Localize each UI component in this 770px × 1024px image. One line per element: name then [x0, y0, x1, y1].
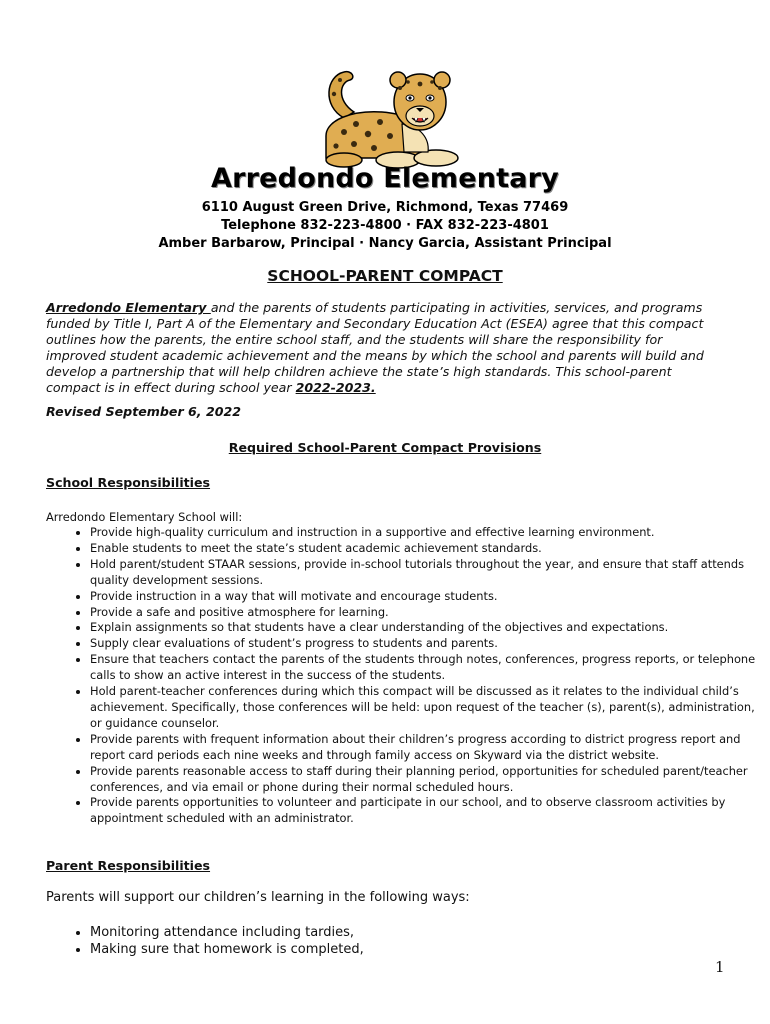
school-phone-fax: Telephone 832-223-4800 · FAX 832-223-4801 — [221, 218, 549, 233]
parent-support-intro: Parents will support our children’s learning in the following ways: — [46, 890, 470, 905]
list-item: • Enable students to meet the state’s student academic achievement standards. — [90, 541, 770, 557]
school-name: Arredondo Elementary — [211, 163, 559, 194]
list-item: • Ensure that teachers contact the parents of the students through notes, conferences, progress reports, or telephone calls to show an active interest in the success of the students. — [90, 652, 770, 684]
intro-body: and the parents of students participating in activities, services, and programs funded by Title I, Part A of the Elementary and Secondary Education Act (ESEA) agree that this compact outlines how the parents, the entire school staff, and the students will share the responsibility for improved student academic achievement and the means by which the school and parents will build and develop a partnership that will help children achieve the state’s high standards. This school-parent compact is in effect during school year — [46, 300, 704, 396]
school-responsibilities-heading: School Responsibilities — [46, 475, 211, 490]
parent-responsibilities-heading: Parent Responsibilities — [46, 858, 211, 873]
page-number: 1 — [715, 958, 725, 976]
intro-school-year: 2022-2023. — [295, 380, 376, 396]
intro-paragraph — [46, 300, 726, 397]
list-item: • Supply clear evaluations of student’s progress to students and parents. — [90, 636, 770, 652]
list-item: • Provide high-quality curriculum and instruction in a supportive and effective learning environment. — [90, 525, 770, 541]
school-will-intro: Arredondo Elementary School will: — [46, 510, 243, 524]
list-item: • Hold parent-teacher conferences during which this compact will be discussed as it relates to the individual child’s achievement. Specifically, those conferences will be held: upon request of the teacher (s), parent(s), administration, or guidance counselor. — [90, 684, 770, 732]
revised-date: Revised September 6, 2022 — [46, 404, 242, 419]
jaguar-mascot-logo — [304, 66, 462, 170]
page-title: SCHOOL-PARENT COMPACT — [267, 267, 503, 285]
provisions-heading: Required School-Parent Compact Provisions — [228, 440, 542, 455]
list-item: • Provide parents with frequent information about their children’s progress according to district progress report and report card periods each nine weeks and through family access on Skyward via the district website. — [90, 732, 770, 764]
list-item: • Provide instruction in a way that will motivate and encourage students. — [90, 589, 770, 605]
parent-responsibilities-list — [46, 924, 770, 958]
list-item: • Provide parents reasonable access to staff during their planning period, opportunities for scheduled parent/teacher conferences, and via email or phone during their normal scheduled hours. — [90, 764, 770, 796]
intro-school-name: Arredondo Elementary — [46, 300, 211, 315]
list-item: • Explain assignments so that students have a clear understanding of the objectives and expectations. — [90, 620, 770, 636]
school-principals: Amber Barbarow, Principal · Nancy Garcia, Assistant Principal — [158, 236, 612, 251]
school-responsibilities-list — [46, 525, 770, 827]
school-address: 6110 August Green Drive, Richmond, Texas 77469 — [201, 200, 569, 215]
list-item: • Making sure that homework is completed, — [90, 941, 770, 958]
list-item: • Provide parents opportunities to volunteer and participate in our school, and to observe classroom activities by appointment scheduled with an administrator. — [90, 795, 770, 827]
list-item: • Provide a safe and positive atmosphere for learning. — [90, 605, 770, 621]
list-item: • Hold parent/student STAAR sessions, provide in-school tutorials throughout the year, and ensure that staff attends quality development sessions. — [90, 557, 770, 589]
list-item: • Monitoring attendance including tardies, — [90, 924, 770, 941]
